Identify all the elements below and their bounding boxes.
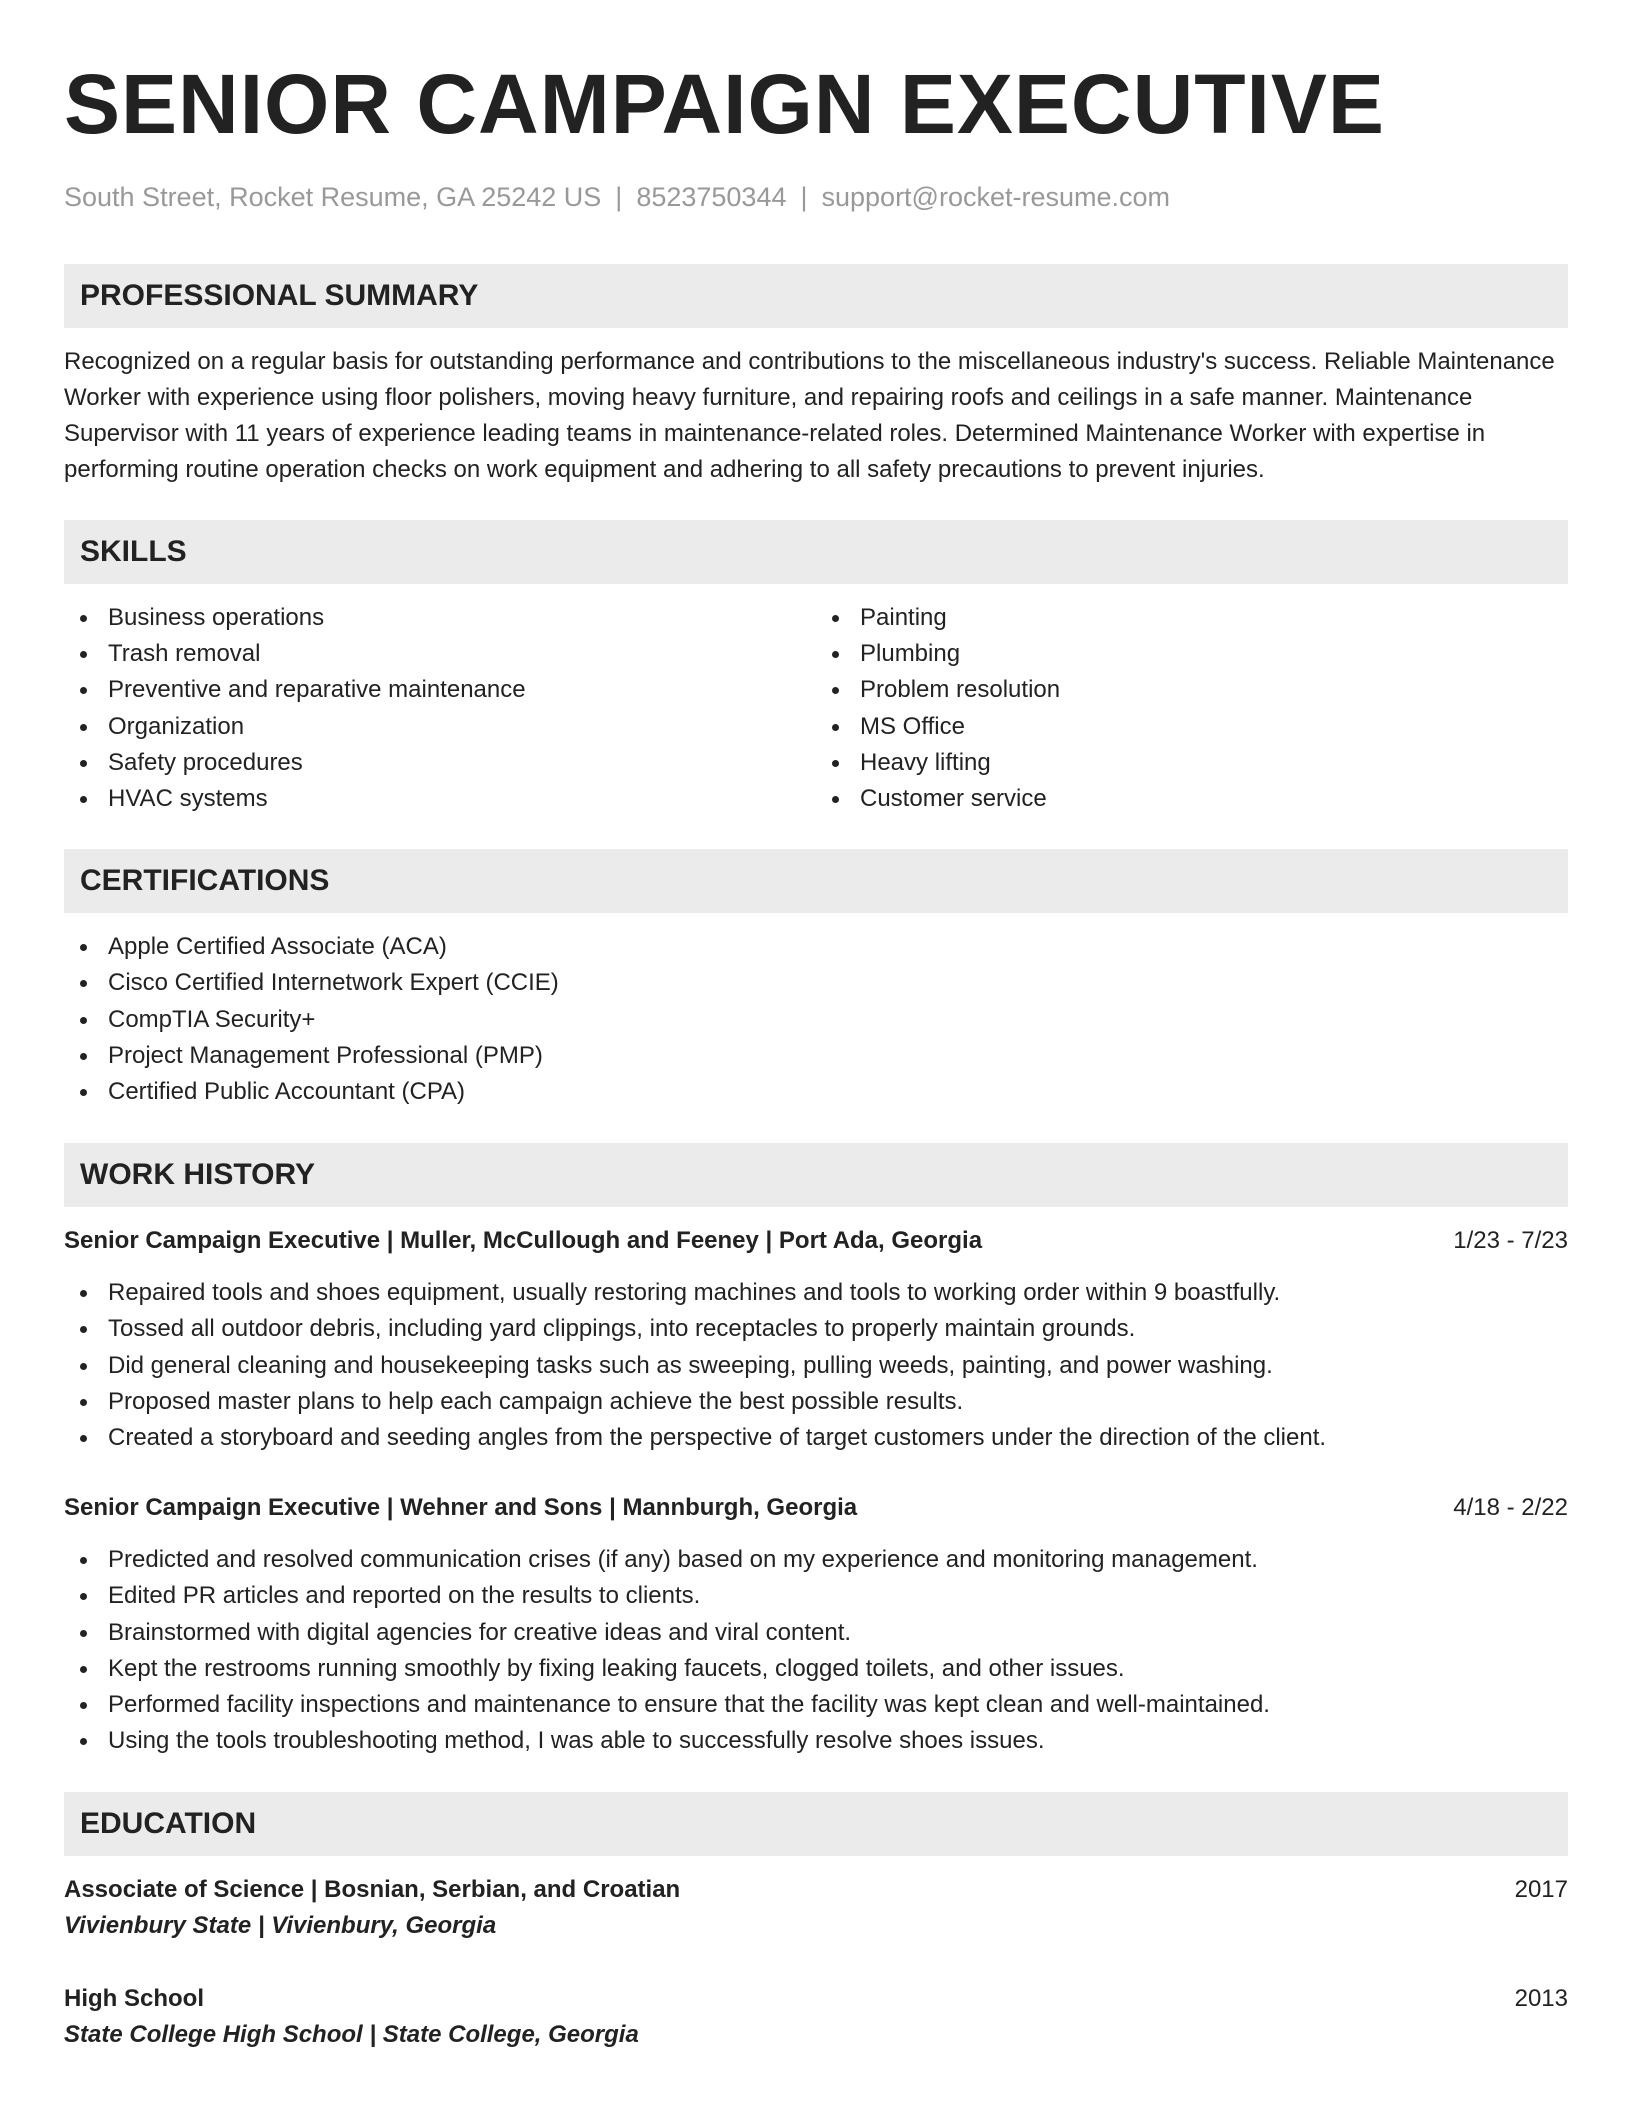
section-heading-certifications: CERTIFICATIONS bbox=[64, 849, 1568, 913]
job-dates: 1/23 - 7/23 bbox=[1453, 1227, 1568, 1255]
certification-item: Cisco Certified Internetwork Expert (CCIE) bbox=[64, 965, 1568, 1001]
education-school: Vivienbury State | Vivienbury, Georgia bbox=[64, 1912, 497, 1940]
skill-item: Trash removal bbox=[64, 636, 816, 672]
skill-item: Customer service bbox=[816, 781, 1568, 817]
skill-item: Plumbing bbox=[816, 636, 1568, 672]
certification-item: CompTIA Security+ bbox=[64, 1002, 1568, 1038]
contact-separator: | bbox=[800, 182, 808, 212]
skill-item: Problem resolution bbox=[816, 672, 1568, 708]
job-bullet: Edited PR articles and reported on the results to clients. bbox=[64, 1578, 1568, 1614]
education-year: 2013 bbox=[1514, 1985, 1568, 2013]
contact-address: South Street, Rocket Resume, GA 25242 US bbox=[64, 182, 602, 212]
certification-item: Project Management Professional (PMP) bbox=[64, 1038, 1568, 1074]
education-entry bbox=[64, 1872, 1568, 1944]
job-bullet: Kept the restrooms running smoothly by fixing leaking faucets, clogged toilets, and other issues. bbox=[64, 1651, 1568, 1687]
skill-item: Business operations bbox=[64, 600, 816, 636]
job-bullet: Brainstormed with digital agencies for creative ideas and viral content. bbox=[64, 1615, 1568, 1651]
education-school: State College High School | State College, Georgia bbox=[64, 2021, 639, 2049]
education-entry bbox=[64, 1981, 1568, 2053]
job-entry bbox=[64, 1490, 1568, 1759]
skill-item: Heavy lifting bbox=[816, 745, 1568, 781]
job-bullet: Proposed master plans to help each campaign achieve the best possible results. bbox=[64, 1384, 1568, 1420]
job-title: Senior Campaign Executive | Wehner and Sons | Mannburgh, Georgia bbox=[64, 1494, 858, 1522]
resume-name: SENIOR CAMPAIGN EXECUTIVE bbox=[64, 57, 1385, 151]
job-bullet: Created a storyboard and seeding angles from the perspective of target customers under the direction of the client. bbox=[64, 1420, 1568, 1456]
job-dates: 4/18 - 2/22 bbox=[1453, 1494, 1568, 1522]
skill-item: Painting bbox=[816, 600, 1568, 636]
section-heading-education: EDUCATION bbox=[64, 1792, 1568, 1856]
job-bullet: Tossed all outdoor debris, including yard clippings, into receptacles to properly maintain grounds. bbox=[64, 1311, 1568, 1347]
job-bullet: Predicted and resolved communication crises (if any) based on my experience and monitoring management. bbox=[64, 1542, 1568, 1578]
certification-item: Apple Certified Associate (ACA) bbox=[64, 929, 1568, 965]
summary-text: Recognized on a regular basis for outstanding performance and contributions to the miscellaneous industry's success. Reliable Maintenance Worker with experience using floor polishers, moving heavy furniture, and repairing roofs and ceilings in a safe manner. Maintenance Supervisor with 11 years of experience leading teams in maintenance-related roles. Determined Maintenance Worker with expertise in performing routine operation checks on work equipment and adhering to all safety precautions to prevent injuries. bbox=[64, 348, 1555, 483]
education-degree: High School bbox=[64, 1985, 204, 2013]
job-header bbox=[64, 1490, 1568, 1526]
job-bullet: Using the tools troubleshooting method, I was able to successfully resolve shoes issues. bbox=[64, 1723, 1568, 1759]
section-heading-summary: PROFESSIONAL SUMMARY bbox=[64, 264, 1568, 328]
education-year: 2017 bbox=[1514, 1876, 1568, 1904]
skill-item: MS Office bbox=[816, 709, 1568, 745]
job-bullet: Performed facility inspections and maintenance to ensure that the facility was kept clean and well-maintained. bbox=[64, 1687, 1568, 1723]
job-title: Senior Campaign Executive | Muller, McCullough and Feeney | Port Ada, Georgia bbox=[64, 1227, 983, 1255]
job-bullet: Did general cleaning and housekeeping tasks such as sweeping, pulling weeds, painting, and power washing. bbox=[64, 1348, 1568, 1384]
job-entry bbox=[64, 1223, 1568, 1456]
skills-column-right bbox=[816, 600, 1568, 817]
certification-item: Certified Public Accountant (CPA) bbox=[64, 1074, 1568, 1110]
skill-item: HVAC systems bbox=[64, 781, 816, 817]
contact-email: support@rocket-resume.com bbox=[821, 182, 1171, 212]
contact-separator: | bbox=[615, 182, 623, 212]
skill-item: Safety procedures bbox=[64, 745, 816, 781]
contact-phone: 8523750344 bbox=[636, 182, 787, 212]
education-degree: Associate of Science | Bosnian, Serbian, and Croatian bbox=[64, 1876, 681, 1904]
section-heading-skills: SKILLS bbox=[64, 520, 1568, 584]
section-heading-work-history: WORK HISTORY bbox=[64, 1143, 1568, 1207]
certifications-list bbox=[64, 929, 1568, 1110]
skills-column-left bbox=[64, 600, 816, 817]
skill-item: Organization bbox=[64, 709, 816, 745]
education-header bbox=[64, 1981, 1568, 2017]
skill-item: Preventive and reparative maintenance bbox=[64, 672, 816, 708]
education-header bbox=[64, 1872, 1568, 1908]
job-bullet: Repaired tools and shoes equipment, usually restoring machines and tools to working order within 9 boastfully. bbox=[64, 1275, 1568, 1311]
job-header bbox=[64, 1223, 1568, 1259]
skills-grid bbox=[64, 600, 1568, 817]
contact-line bbox=[64, 180, 1568, 214]
